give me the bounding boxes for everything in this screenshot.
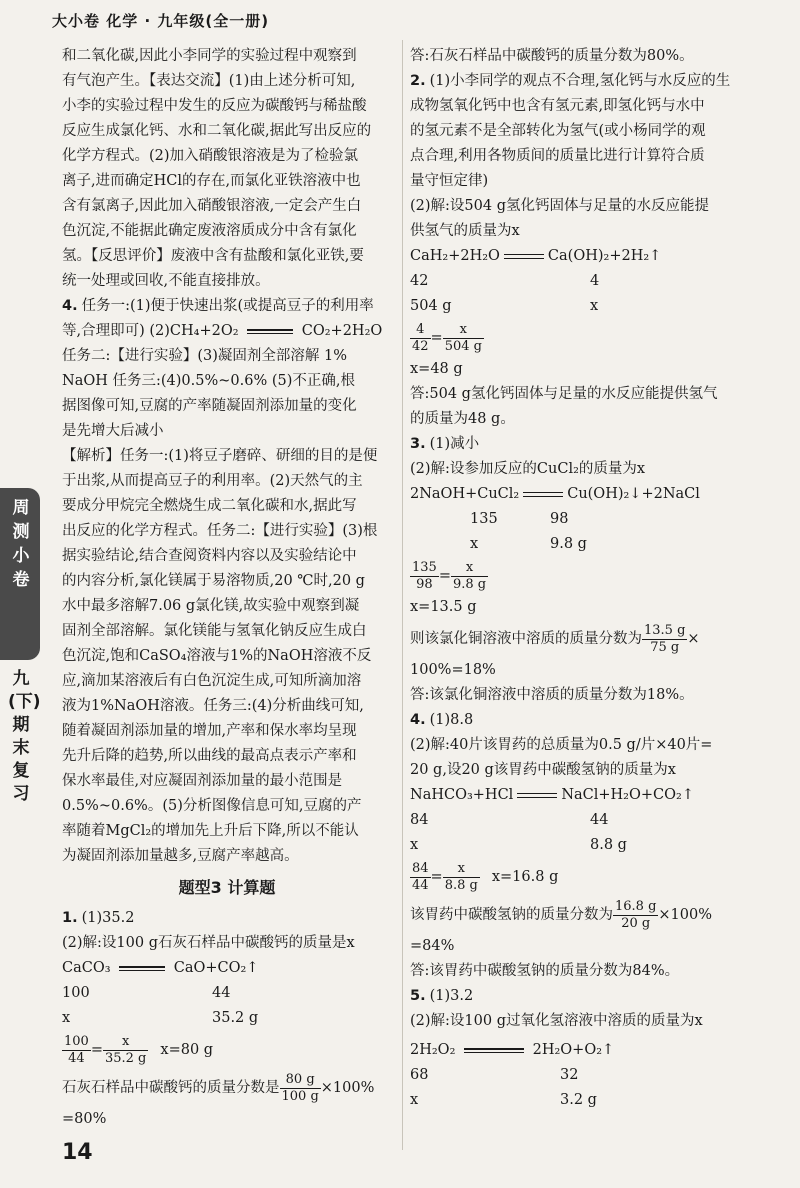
text-line: 统一处理或回收,不能直接排放。 <box>62 273 270 289</box>
question-number: 2. <box>410 73 426 89</box>
c5-part2: (2)解:设100 g过氧化氢溶液中溶质的质量为x <box>410 1013 703 1029</box>
text-line: 有气泡产生。【表达交流】(1)由上述分析可知, <box>62 73 356 89</box>
fraction: $\frac{4}{42}$ <box>412 321 429 354</box>
c3-result: x=13.5 g <box>410 599 477 615</box>
c4-part2-line1: (2)解:40片该胃药的总质量为0.5 g/片×40片= <box>410 737 713 753</box>
c4-ratio-row1: 84 44 <box>410 812 609 828</box>
c3-percentage: 则该氯化铜溶液中溶质的质量分数为 $\frac{13.5 g}{75 g}$ × <box>410 622 700 655</box>
right-column <box>410 44 762 1113</box>
c4-equation: NaHCO₃+HCl NaCl+H₂O+CO₂↑ <box>410 787 694 803</box>
left-column <box>62 44 392 1132</box>
c3-final: 100%=18% <box>410 662 496 678</box>
text-line: 2. (1)小李同学的观点不合理,氢化钙与水反应的生 <box>410 73 731 89</box>
c4-percentage: 该胃药中碳酸氢钠的质量分数为 $\frac{16.8 g}{20 g}$ ×100% <box>410 898 713 931</box>
c4-proportion: $\frac{84}{44}$ = $\frac{x}{8.8 g}$ x=16.8 g <box>412 860 559 893</box>
text-line: 的氢元素不是全部转化为氢气(或小杨同学的观 <box>410 123 706 139</box>
q4-line2: 等,合理即可) (2)CH₄+2O₂ CO₂+2H₂O <box>62 319 392 344</box>
c2-answer2: 的质量为48 g。 <box>410 411 515 427</box>
text-line: 点合理,利用各物质间的质量比进行计算符合质 <box>410 148 705 164</box>
fraction: $\frac{135}{98}$ <box>412 559 437 592</box>
c3-equation: 2NaOH+CuCl₂ Cu(OH)₂↓+2NaCl <box>410 486 700 502</box>
text-line: 和二氧化碳,因此小李同学的实验过程中观察到 <box>62 48 357 64</box>
section-title: 题型3 计算题 <box>178 878 276 897</box>
fraction: $\frac{x}{504 g}$ <box>444 321 482 354</box>
c5-ratio-row1: 68 32 <box>410 1067 579 1083</box>
q3-analysis-continued <box>62 44 392 294</box>
c2-result: x=48 g <box>410 361 463 377</box>
c4-ratio-row2: x 8.8 g <box>410 837 627 853</box>
fraction: $\frac{13.5 g}{75 g}$ <box>644 622 686 655</box>
reaction-arrow <box>115 956 169 981</box>
text-line: 液为1%NaOH溶液。任务三:(4)分析曲线可知, <box>62 698 364 714</box>
text-line: 【解析】任务一:(1)将豆子磨碎、研细的目的是便 <box>62 448 378 464</box>
c4-part1: 4. (1)8.8 <box>410 712 474 728</box>
c3-ratio-row1: 135 98 <box>470 511 569 527</box>
text-line: 出反应的化学方程式。任务二:【进行实验】(3)根 <box>62 523 378 539</box>
text-line: 保水率最佳,对应凝固剂添加量的最小范围是 <box>62 773 343 789</box>
text-line: 是先增大后减小 <box>62 423 164 439</box>
text-line: 水中最多溶解7.06 g氯化镁,故实验中观察到凝 <box>62 598 360 614</box>
text-line: 反应生成氯化钙、水和二氧化碳,据此写出反应的 <box>62 123 372 139</box>
fraction: $\frac{x}{35.2 g}$ <box>104 1033 147 1066</box>
text-line: 率随着MgCl₂的增加先上升后下降,所以不能认 <box>62 823 359 839</box>
text-line: 先升后降的趋势,所以曲线的最高点表示产率和 <box>62 748 357 764</box>
fraction: $\frac{x}{9.8 g}$ <box>452 559 487 592</box>
c1-equation: CaCO₃ CaO+CO₂↑ <box>62 956 392 981</box>
text-line: 要成分甲烷完全燃烧生成二氧化碳和水,据此写 <box>62 498 357 514</box>
text-line: 应,滴加某溶液后有白色沉淀生成,可知所滴加溶 <box>62 673 362 689</box>
c5-ratio-row2: x 3.2 g <box>410 1092 597 1108</box>
equals-sign <box>517 793 557 798</box>
c2-equation: CaH₂+2H₂O Ca(OH)₂+2H₂↑ <box>410 248 662 264</box>
text-line: 小李的实验过程中发生的反应为碳酸钙与稀盐酸 <box>62 98 367 114</box>
question-number: 5. <box>410 988 426 1004</box>
c2-ratio-row1: 42 4 <box>410 273 600 289</box>
page-header: 大小卷 化学 · 九年级(全一册) <box>52 12 270 30</box>
q4-line1: 4. 任务一:(1)便于快速出浆(或提高豆子的利用率 <box>62 298 374 314</box>
c1-final: =80% <box>62 1111 107 1127</box>
question-number: 1. <box>62 910 78 926</box>
question-number: 3. <box>410 436 426 452</box>
c1-part2: (2)解:设100 g石灰石样品中碳酸钙的质量是x <box>62 935 355 951</box>
c1-percentage: 石灰石样品中碳酸钙的质量分数是 $\frac{80 g}{100 g}$ ×100% <box>62 1071 375 1104</box>
text-line: 据图像可知,豆腐的产率随凝固剂添加量的变化 <box>62 398 357 414</box>
text-line: 据实验结论,结合查阅资料内容以及实验结论中 <box>62 548 357 564</box>
text-line: NaOH 任务三:(4)0.5%~0.6% (5)不正确,根 <box>62 373 355 389</box>
c2-ratio-row2: 504 g x <box>410 298 599 314</box>
text-line: 色沉淀,饱和CaSO₄溶液与1%的NaOH溶液不反 <box>62 648 372 664</box>
text-line: 氢。【反思评价】废液中含有盐酸和氯化亚铁,要 <box>62 248 364 264</box>
c1-ratio-row1: 100 44 <box>62 985 231 1001</box>
c3-part2: (2)解:设参加反应的CuCl₂的质量为x <box>410 461 646 477</box>
c1-part1: 1. (1)35.2 <box>62 910 135 926</box>
text-line: 为凝固剂添加量越多,豆腐产率越高。 <box>62 848 299 864</box>
c1-answer: 答:石灰石样品中碳酸钙的质量分数为80%。 <box>410 48 694 64</box>
c1-ratio-row2: x 35.2 g <box>62 1010 259 1026</box>
fraction: $\frac{16.8 g}{20 g}$ <box>615 898 657 931</box>
c4-part2-line2: 20 g,设20 g该胃药中碳酸氢钠的质量为x <box>410 762 676 778</box>
text-line: (2)解:设504 g氢化钙固体与足量的水反应能提 <box>410 198 709 214</box>
text-line: 成物氢氧化钙中也含有氢元素,即氢化钙与水中 <box>410 98 705 114</box>
text-line: 含有氯离子,因此加入硝酸银溶液,一定会产生白 <box>62 198 362 214</box>
c3-ratio-row2: x 9.8 g <box>470 536 587 552</box>
c5-equation: 2H₂O₂ 2H₂O+O₂↑ <box>410 1038 762 1063</box>
fraction: $\frac{84}{44}$ <box>412 860 429 893</box>
q4-answer-body <box>62 344 392 869</box>
text-line: 于出浆,从而提高豆子的利用率。(2)天然气的主 <box>62 473 363 489</box>
text-line: 供氢气的质量为x <box>410 223 520 239</box>
reaction-arrow <box>460 1038 528 1063</box>
text-line: 的内容分析,氯化镁属于易溶物质,20 ℃时,20 g <box>62 573 365 589</box>
text-line: 随着凝固剂添加量的增加,产率和保水率均呈现 <box>62 723 357 739</box>
text-line: 化学方程式。(2)加入硝酸银溶液是为了检验氯 <box>62 148 359 164</box>
c1-proportion: $\frac{100}{44}$ = $\frac{x}{35.2 g}$ x=80 g <box>64 1033 214 1066</box>
fraction: $\frac{100}{44}$ <box>64 1033 89 1066</box>
question-number: 4. <box>62 298 78 314</box>
text-line: 量守恒定律) <box>410 173 489 189</box>
text-line: 固剂全部溶解。氯化镁能与氢氧化钠反应生成白 <box>62 623 367 639</box>
fraction: $\frac{80 g}{100 g}$ <box>281 1071 319 1104</box>
question-number: 4. <box>410 712 426 728</box>
fraction: $\frac{x}{8.8 g}$ <box>444 860 478 893</box>
c3-proportion: $\frac{135}{98}$ = $\frac{x}{9.8 g}$ <box>412 559 487 592</box>
text-line: 任务二:【进行实验】(3)凝固剂全部溶解 1% <box>62 348 348 364</box>
c3-part1: 3. (1)减小 <box>410 436 480 452</box>
reaction-arrow <box>243 319 297 344</box>
side-tab-label: 周测小卷 <box>12 498 30 590</box>
equals-sign <box>523 492 563 497</box>
text-line: 离子,进而确定HCl的存在,而氯化亚铁溶液中也 <box>62 173 361 189</box>
text-line: 色沉淀,不能据此确定废液溶质成分中含有氯化 <box>62 223 357 239</box>
text-line: 0.5%~0.6%。(5)分析图像信息可知,豆腐的产 <box>62 798 362 814</box>
c4-answer: 答:该胃药中碳酸氢钠的质量分数为84%。 <box>410 963 680 979</box>
c2-answer1: 答:504 g氢化钙固体与足量的水反应能提供氢气 <box>410 386 718 402</box>
c3-answer: 答:该氯化铜溶液中溶质的质量分数为18%。 <box>410 687 694 703</box>
side-chapter-label: 九(下) 期末复习 <box>8 669 41 804</box>
c4-final: =84% <box>410 938 455 954</box>
c2-proportion: $\frac{4}{42}$ = $\frac{x}{504 g}$ <box>412 321 482 354</box>
page-number: 14 <box>62 1140 93 1165</box>
c2-body <box>410 69 762 244</box>
c5-part1: 5. (1)3.2 <box>410 988 474 1004</box>
column-divider <box>402 40 403 1150</box>
equals-sign <box>504 254 544 259</box>
